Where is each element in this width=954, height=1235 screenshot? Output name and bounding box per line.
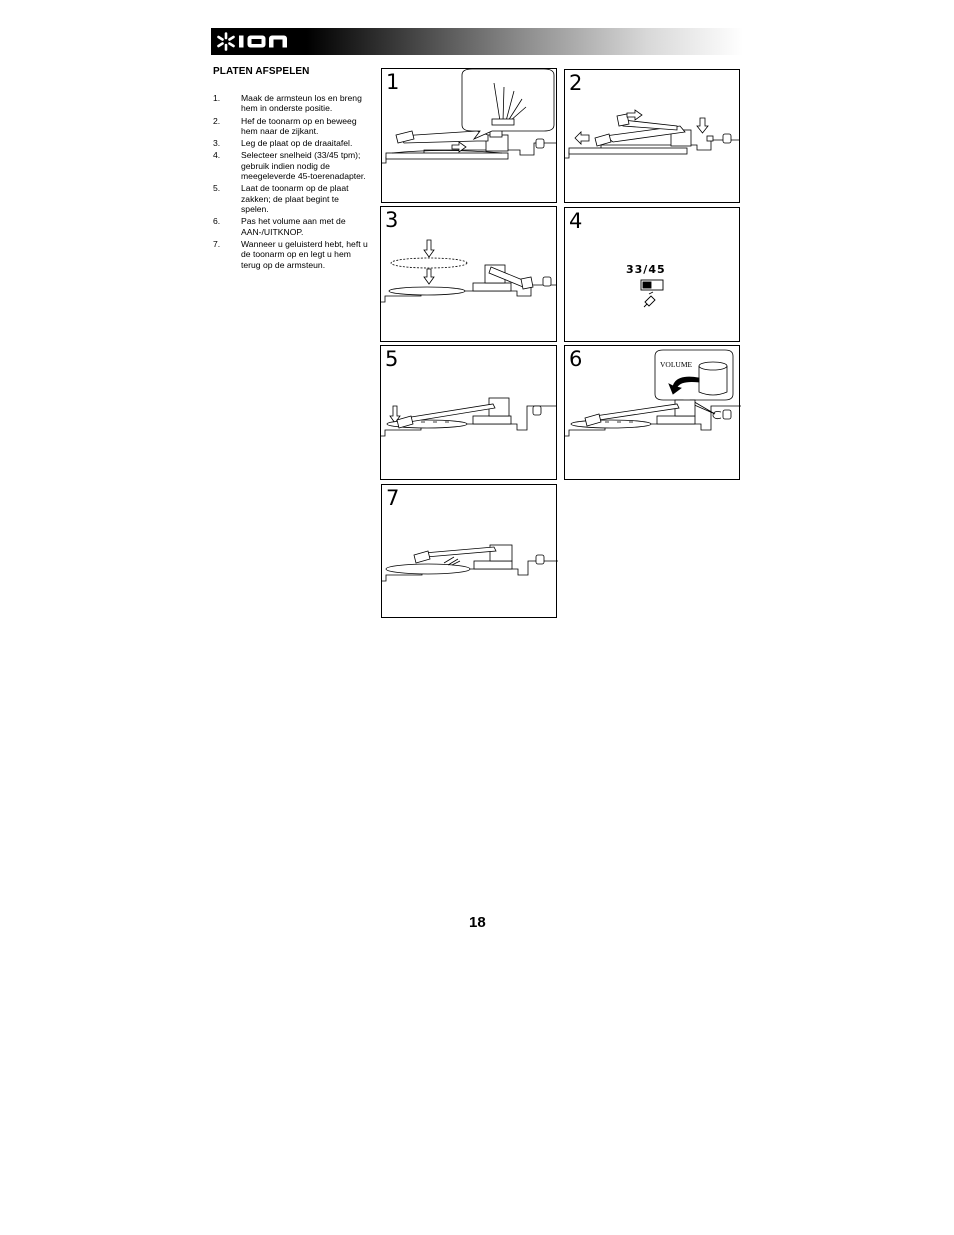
step-text: Pas het volume aan met de AAN-/UITKNOP.: [241, 216, 346, 237]
step-number: 7.: [213, 239, 221, 250]
turntable-illustration: [565, 70, 741, 204]
step-number: 4.: [213, 150, 221, 161]
list-item: [213, 183, 369, 214]
figure-number: 7: [386, 486, 400, 510]
list-item: [213, 150, 369, 181]
step-text: Maak de armsteun los en breng hem in onderste positie.: [241, 93, 362, 114]
turntable-illustration: [381, 346, 558, 481]
step-number: 5.: [213, 183, 221, 194]
volume-label: VOLUME: [660, 360, 693, 369]
speed-switch-illustration: [565, 208, 741, 343]
figure-number: 6: [569, 347, 583, 371]
step-number: 2.: [213, 115, 221, 126]
figure-panel-5: [380, 345, 557, 480]
list-item: [213, 116, 369, 137]
step-text: Selecteer snelheid (33/45 tpm); gebruik indien nodig de meegeleverde 45-toerenadapter.: [241, 150, 366, 182]
instruction-list: [213, 93, 369, 272]
figure-number: 3: [385, 208, 399, 232]
step-text: Wanneer u geluisterd hebt, heft u de toonarm op en legt u hem terug op de armsteun.: [241, 239, 368, 270]
figure-number: 5: [385, 347, 399, 371]
figure-panel-2: [564, 69, 740, 203]
turntable-illustration: [382, 69, 558, 204]
figure-panel-7: [381, 484, 557, 618]
figure-panel-6: [564, 345, 740, 480]
list-item: [213, 93, 369, 114]
section-title: PLATEN AFSPELEN: [213, 66, 310, 77]
turntable-illustration: [381, 207, 558, 343]
figure-number: 1: [386, 70, 400, 94]
figure-number: 2: [569, 71, 583, 95]
figure-panel-1: [381, 68, 557, 203]
list-item: [213, 138, 369, 148]
list-item: [213, 216, 369, 237]
speed-selector-label: 33/45: [626, 263, 666, 276]
header-bar: [211, 28, 743, 55]
step-number: 1.: [213, 93, 221, 103]
step-text: Laat de toonarm op de plaat zakken; de plaat begint te spelen.: [241, 183, 349, 215]
list-item: [213, 239, 369, 270]
step-text: Leg de plaat op de draaitafel.: [241, 138, 353, 149]
page-number: 18: [469, 914, 486, 931]
step-number: 6.: [213, 216, 221, 227]
turntable-illustration: [382, 485, 558, 619]
step-number: 3.: [213, 138, 221, 149]
ion-logo: [215, 30, 295, 53]
figure-panel-4: [564, 207, 740, 342]
step-text: Hef de toonarm op en beweeg hem naar de zijkant.: [241, 115, 357, 137]
figure-number: 4: [569, 209, 583, 233]
figure-panel-3: [380, 206, 557, 342]
turntable-illustration: [565, 346, 741, 481]
